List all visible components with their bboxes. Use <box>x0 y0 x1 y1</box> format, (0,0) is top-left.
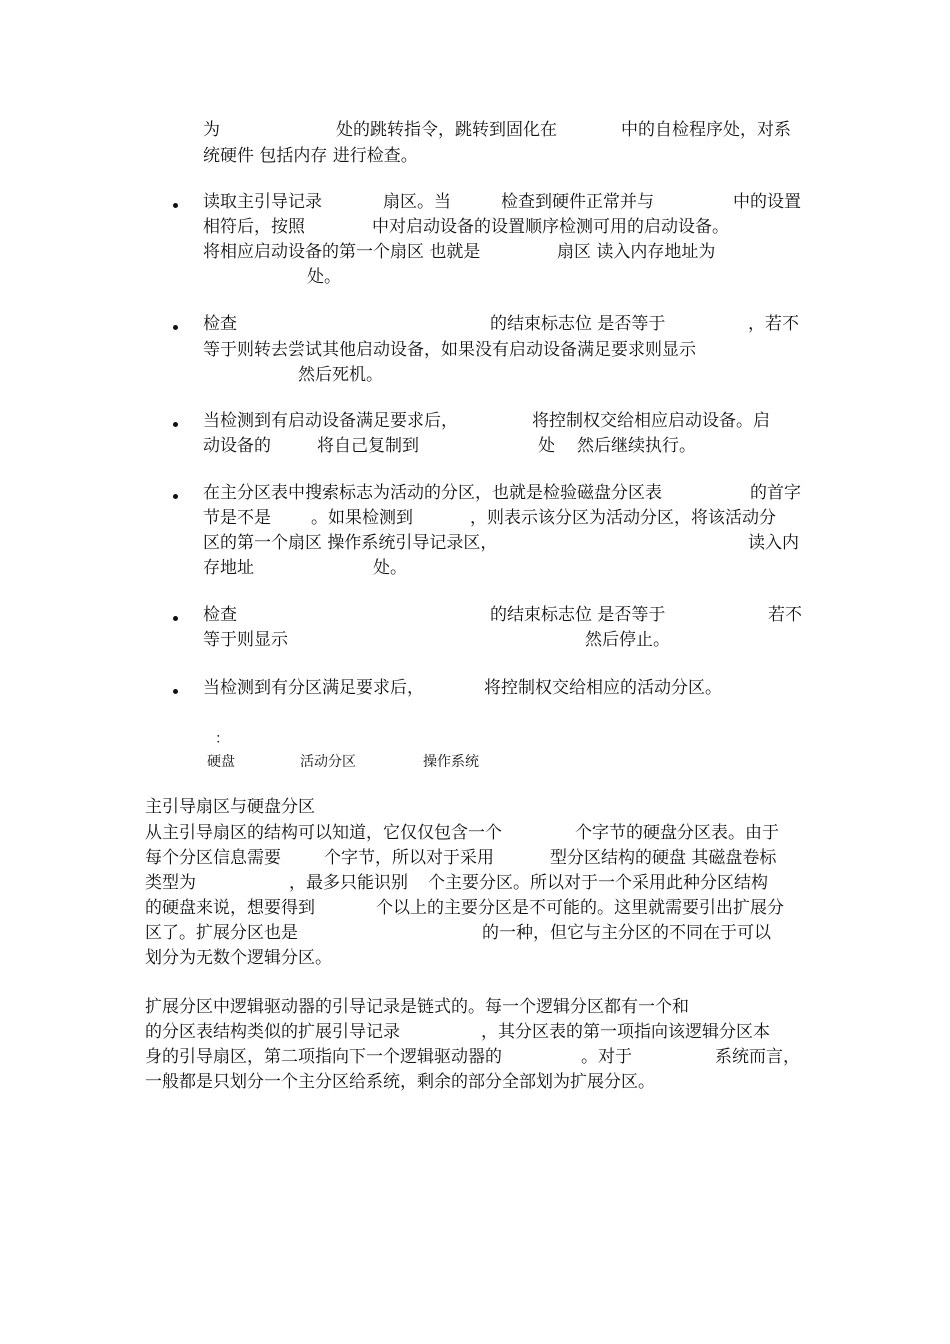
intro-text-1: 为 <box>203 120 220 140</box>
bullet-marker <box>173 422 178 427</box>
bullet-marker <box>173 325 178 330</box>
bullet-marker <box>173 494 178 499</box>
bullet-4-text: 处。 <box>373 558 407 578</box>
bullet-2-text: 的结束标志位 是否等于 <box>490 314 666 334</box>
paragraph-1-text: 个主要分区。所以对于一个采用此种分区结构 <box>428 873 768 893</box>
figure-label-os: 操作系统 <box>423 754 479 770</box>
bullet-4-text: 读入内 <box>748 533 799 553</box>
paragraph-2-text: 一般都是只划分一个主分区给系统，剩余的部分全部划为扩展分区。 <box>145 1072 655 1092</box>
paragraph-2-text: 的分区表结构类似的扩展引导记录 <box>145 1022 400 1042</box>
bullet-2-text: 检查 <box>203 314 237 334</box>
bullet-1-text: 扇区 读入内存地址为 <box>557 242 716 262</box>
bullet-3-text: 将自己复制到 <box>317 436 419 456</box>
bullet-3-text: 然后继续执行。 <box>577 436 696 456</box>
bullet-5-text: 的结束标志位 是否等于 <box>490 605 666 625</box>
paragraph-2-text: 。对于 <box>581 1047 632 1067</box>
paragraph-2-text: 系统而言， <box>715 1047 800 1067</box>
bullet-4-text: ，则表示该分区为活动分区，将该活动分 <box>470 508 776 528</box>
paragraph-1-text: 的一种，但它与主分区的不同在于可以 <box>482 923 771 943</box>
paragraph-1-text: 类型为 <box>145 873 196 893</box>
bullet-4-text: 存地址 <box>203 558 254 578</box>
bullet-4-text: 的首字 <box>750 483 801 503</box>
bullet-3-text: 当检测到有启动设备满足要求后， <box>203 411 458 431</box>
bullet-1-text: 相符后，按照 <box>203 217 305 237</box>
bullet-3-text: 动设备的 <box>203 436 271 456</box>
bullet-5-text: 然后停止。 <box>585 630 670 650</box>
figure-colon: ： <box>215 731 229 747</box>
paragraph-1-text: 从主引导扇区的结构可以知道，它仅仅包含一个 <box>145 823 502 843</box>
intro-text-3: 中的自检程序处，对系 <box>621 120 791 140</box>
bullet-2-text: 等于则转去尝试其他启动设备，如果没有启动设备满足要求则显示 <box>203 340 696 360</box>
bullet-6-text: 将控制权交给相应的活动分区。 <box>484 678 722 698</box>
bullet-1-text: 中的设置 <box>733 192 801 212</box>
paragraph-1-text: 的硬盘来说，想要得到 <box>145 898 315 918</box>
bullet-6-text: 当检测到有分区满足要求后， <box>203 678 424 698</box>
intro-text-2: 处的跳转指令，跳转到固化在 <box>336 120 557 140</box>
bullet-5-text: 检查 <box>203 605 237 625</box>
figure-label-disk: 硬盘 <box>207 754 235 770</box>
bullet-5-text: 等于则显示 <box>203 630 288 650</box>
bullet-1-text: 读取主引导记录 <box>203 192 322 212</box>
bullet-1-text: 检查到硬件正常并与 <box>501 192 654 212</box>
bullet-3-text: 处 <box>538 436 555 456</box>
paragraph-2-text: 扩展分区中逻辑驱动器的引导记录是链式的。每一个逻辑分区都有一个和 <box>145 997 689 1017</box>
bullet-4-text: 。如果检测到 <box>311 508 413 528</box>
bullet-marker <box>173 616 178 621</box>
intro-text-4: 统硬件 包括内存 进行检查。 <box>203 146 418 166</box>
paragraph-2-text: 身的引导扇区，第二项指向下一个逻辑驱动器的 <box>145 1047 502 1067</box>
bullet-marker <box>173 689 178 694</box>
paragraph-1-text: 型分区结构的硬盘 其磁盘卷标 <box>550 848 777 868</box>
section-heading: 主引导扇区与硬盘分区 <box>145 797 315 817</box>
paragraph-1-text: 个字节的硬盘分区表。由于 <box>575 823 779 843</box>
bullet-1-text: 扇区。当 <box>383 192 451 212</box>
bullet-marker <box>173 203 178 208</box>
paragraph-1-text: 个以上的主要分区是不可能的。这里就需要引出扩展分 <box>376 898 784 918</box>
bullet-2-text: ，若不 <box>748 314 799 334</box>
paragraph-1-text: 划分为无数个逻辑分区。 <box>145 948 332 968</box>
bullet-4-text: 节是不是 <box>203 508 271 528</box>
bullet-3-text: 将控制权交给相应启动设备。启 <box>532 411 770 431</box>
bullet-5-text: 若不 <box>768 605 802 625</box>
paragraph-1-text: 个字节，所以对于采用 <box>324 848 494 868</box>
paragraph-1-text: 区了。扩展分区也是 <box>145 923 298 943</box>
paragraph-1-text: 每个分区信息需要 <box>145 848 281 868</box>
bullet-1-text: 处。 <box>307 267 341 287</box>
bullet-4-text: 在主分区表中搜索标志为活动的分区，也就是检验磁盘分区表 <box>203 483 662 503</box>
bullet-4-text: 区的第一个扇区 操作系统引导记录区， <box>203 533 498 553</box>
bullet-1-text: 将相应启动设备的第一个扇区 也就是 <box>203 242 481 262</box>
figure-label-active-partition: 活动分区 <box>300 754 356 770</box>
paragraph-2-text: ，其分区表的第一项指向该逻辑分区本 <box>481 1022 770 1042</box>
paragraph-1-text: ，最多只能识别 <box>289 873 408 893</box>
bullet-2-text: 然后死机。 <box>298 365 383 385</box>
bullet-1-text: 中对启动设备的设置顺序检测可用的启动设备。 <box>372 217 729 237</box>
